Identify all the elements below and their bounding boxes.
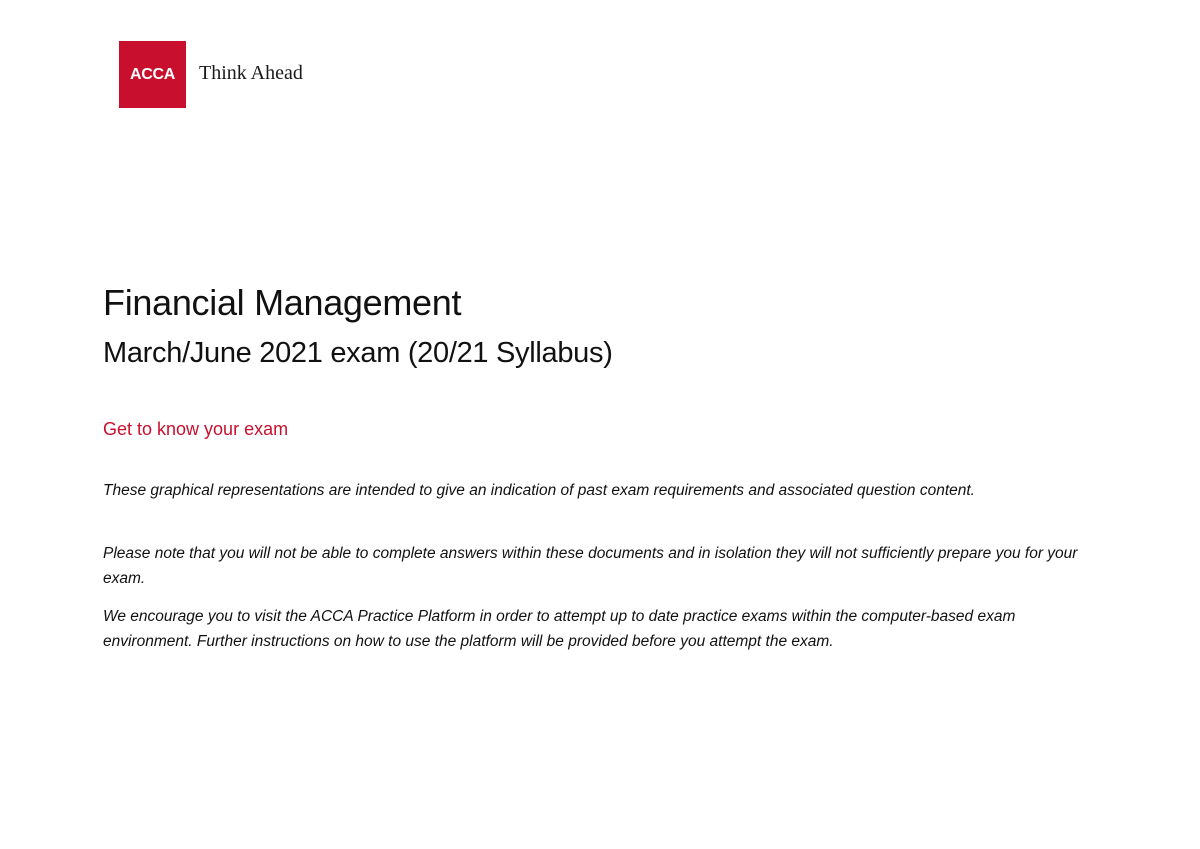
practice-platform-paragraph: We encourage you to visit the ACCA Practice Platform in order to attempt up to date practice exams within the computer-based exam environment. Further instructions on how to use the platform will be provided before you attempt the exam. bbox=[103, 608, 1016, 650]
page-title: Financial Management bbox=[103, 282, 462, 323]
logo-text: ACCA bbox=[129, 65, 176, 83]
acca-logo bbox=[119, 41, 186, 108]
intro-paragraph: These graphical representations are intended to give an indication of past exam requirements and associated question content. bbox=[103, 482, 975, 499]
tagline: Think Ahead bbox=[199, 62, 303, 84]
page-subtitle: March/June 2021 exam (20/21 Syllabus) bbox=[103, 337, 613, 369]
section-heading: Get to know your exam bbox=[103, 419, 289, 439]
note-paragraph: Please note that you will not be able to complete answers within these documents and in isolation they will not sufficiently prepare you for your exam. bbox=[103, 545, 1078, 587]
